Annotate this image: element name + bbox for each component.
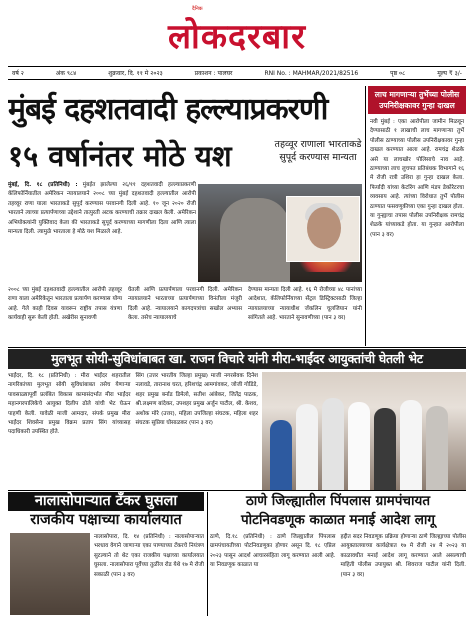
- lead-intro: [8, 181, 196, 285]
- section4-column-1: ठाणे, दि.१८ (प्रतिनिधी) : ठाणे जिल्ह्यातील पिंपलास ग्रामपंचायतीच्या पोटनिवडणुका होणार असून दि. १८ एप्रिल २०२३ पासून आदर्श आचारसंहिता लागू करण्यात आली आहे. या निवडणूक काळात या: [210, 534, 336, 569]
- lead-subhead: तहव्वूर राणाला भारताकडे सुपूर्द करण्यास मान्यता: [274, 139, 362, 163]
- person-shape: [374, 408, 396, 490]
- sidebar-body: नवी मुंबई : एका आरोपीला जामीन मिळवून देण्यासाठी १ लाखाची लाच मागणाऱ्या तुर्भे पोलीस ठाण्याच्या पोलीस उपनिरीक्षकावर गुन्हा दाखल करण्यात आला आहे. रामचंद्र शेळके असे या लाचखोर पोलिसाचे नाव आहे. ठाण्याच्या लाच लुचपत प्रतिबंधक विभागाने १६ मे रोजी रात्री उशिरा हा गुन्हा दाखल केला. फिर्यादी यांच्या केटरिंग आणि मंडप डेकोरेटरचा व्यवसाय आहे. त्यांच्या विरोधात तुर्भे पोलीस ठाण्यात फसवणुकीच्या एका गुन्हा दाखल होता. या गुन्ह्याचा तपास पोलीस उपनिरीक्षक रामचंद्र शेळके यांच्याकडे होता. या गुन्हात आरोपीला (पान ३ वर): [370, 119, 464, 238]
- masthead-tagline: दैनिक: [192, 6, 203, 12]
- rni-label: RNI No. : MAHMAR/2021/82516: [264, 69, 359, 77]
- lead-headline-line-2: १५ वर्षानंतर मोठे यश: [8, 139, 232, 173]
- section-divider: [8, 490, 466, 491]
- issue-info-bar: [8, 66, 466, 80]
- lead-intro-text: मुंबईत झालेल्या २६/११ दहशतवादी हल्ल्याप्रकरणी कॅलिफोर्नियातील अमेरिकन न्यायालयाने २००८ च्या मुंबई दहशतवादी हल्ल्यातील आरोपी तहव्वूर राणा याला भारताकडे सुपूर्द करण्यास परवानगी दिली आहे. १० जून २०२० रोजी भारताने त्याच्या प्रत्यार्पणाच्या उद्देशाने तात्पुरती अटक करण्याची तक्रार दाखल केली. अमेरिकन अभियोक्त्यांनी युक्तिवाद केला की भारताकडे सुपूर्द करण्याच्या मागणीला दिला आणि त्याला मान्यता दिली. त्यामुळे भारताला हे मोठे यश मिळाले आहे.: [8, 182, 196, 236]
- section2-headline: मुलभूत सोयी-सुविधांबाबत खा. राजन विचारे यांनी मीरा-भाईंदर आयुक्तांची घेतली भेट: [8, 349, 466, 369]
- lead-column-1: २००८ च्या मुंबई दहशतवादी हल्ल्यातील आरोपी तहव्वूर राणा याला अमेरिकेतून भारताला प्रत्यार्पण करण्यास योग्य आहे. गेले काही दिवस यावरून राष्ट्रीय तपास यंत्रणा कार्यवाही सुरू केली होती. अखेरीस सुनावणी: [8, 287, 122, 322]
- lead-columns: [8, 286, 362, 346]
- accused-portrait-photo: [286, 196, 360, 262]
- section4-body: [210, 533, 466, 615]
- section3-headline-line-2: राजकीय पक्षाच्या कार्यालयात: [30, 512, 182, 528]
- person-shape: [270, 420, 292, 490]
- section4-headline: [210, 492, 466, 530]
- meeting-photo: [262, 372, 466, 490]
- sidebar-headline: लाच मागणाऱ्या तुर्भेच्या पोलीस उपनिरीक्षकावर गुन्हा दाखल: [368, 86, 466, 114]
- date-label: शुक्रवार, दि. ११ मे २०२३: [108, 70, 163, 77]
- section4-headline-line-1: ठाणे जिल्ह्यातील पिंपलास ग्रामपंचायत: [245, 493, 431, 509]
- section3-headline: [8, 492, 204, 530]
- section4-headline-line-2: पोटनिवडणूक काळात मनाई आदेश लागू: [240, 512, 436, 528]
- column-divider: [365, 86, 366, 346]
- lead-column-3: देण्यास मान्यता दिली आहे. १६ मे रोजीच्या ४८ पानांच्या आदेशात, कॅलिफोर्नियाच्या सेंट्रल डिस्ट्रिक्टसाठी जिल्हा न्यायालयाच्या न्यायाधीश जॅकलिन चूलजियान यांनी सांगितले आहे. भारताने सुनावणीच्या (पान ३ वर): [248, 287, 362, 322]
- section-divider: [8, 347, 466, 348]
- section2-column-2: सिंग (उत्तर भारतीय जिल्हा प्रमुख) माजी नगरसेवक दिनेश नलावडे, तारानाथ घरत, हरिशचंद्र आमगांवकर, जोजी गोडिंडे, शहर प्रमुख बर्नाड डिमेलो, सतीश आंबेकर, जितेंद्र पाठक, श्री.लक्ष्मण बांदेकर, उपशहर प्रमुख अर्जुन पाटील, श्री. केशव, अशोक मोरे (उत्तर), महिला उपजिल्हा संघटक, महिला शहर संघटक सुप्रिया घोसाळकर (पान ३ वर): [135, 373, 258, 427]
- section3-headline-line-1: नालासोपाऱ्यात टँकर घुसला: [8, 492, 204, 511]
- year-label: वर्ष २: [12, 70, 24, 77]
- portrait-face-shape: [307, 207, 341, 249]
- section4-column-2: हद्दीत सदर निवडणूक प्रक्रिया होणाऱ्या ठाणे जिल्ह्याच्या पोलीस आयुक्तालयाच्या कार्यक्षेत्रात १७ मे रोजी २४ मे २०२३ या काळावधीत मनाई आदेश लागू करण्यात आले असल्याची माहिती पोलीस उपायुक्त श्री. शिवराज पाटील यांनी दिली. (पान ३ वर): [340, 534, 466, 578]
- column-divider: [207, 492, 208, 616]
- person-shape: [322, 398, 344, 490]
- lead-headline-line-1: मुंबई दहशतवादी हल्ल्याप्रकरणी: [8, 92, 328, 127]
- masthead: [0, 0, 474, 64]
- price-label: मूल्य ₹ ३/-: [437, 70, 462, 77]
- section2-body: [8, 372, 258, 490]
- section2-column-1: भाईंदर, दि. १८ (प्रतिनिधी) : मीरा भाईंदर शहरातील नागरिकांच्या मुलभूत सोयी सुविधांबाबत तसेच येणाऱ्या पावसाळ्यापूर्वी प्रलंबित विकास कामासंदर्भात मीरा भाईंदर महानगरपालिकेचे आयुक्त दिलीप ढोले यांची भेट घेऊन पाहणी केली. यावेळी माजी आमदार, संपर्क प्रमुख मीरा भाईंदर शिवसेना प्रमुख विक्रम प्रताप सिंग यांच्यासह पदाधिकारी उपस्थित होते.: [8, 373, 131, 436]
- hotel-dome-shape: [220, 198, 290, 282]
- newspaper-title: लोकदरबार: [167, 17, 307, 57]
- person-shape: [348, 402, 370, 490]
- person-shape: [400, 400, 422, 490]
- publication-label: प्रकाशन : पालघर: [194, 70, 233, 77]
- sidebar-story: [368, 86, 466, 348]
- person-shape: [426, 406, 448, 490]
- lead-column-2: घेतली आणि प्रत्यार्पणाला परवानगी दिली. अमेरिकन न्यायालयाने भारताच्या प्रत्यार्पणाच्या विनंतीला मंजुरी दिली आहे. न्यायालयाने कागदपत्रांचा सखोल अभ्यास केला. तसेच न्यायालयाचे: [128, 287, 242, 322]
- issue-label: अंक ९८४: [55, 70, 77, 77]
- tanker-accident-photo: [10, 533, 90, 615]
- pages-label: पृष्ठ ०८: [390, 70, 406, 77]
- lead-dateline: मुंबई, दि. १८ (प्रतिनिधी) :: [8, 182, 78, 188]
- person-shape: [296, 404, 318, 490]
- section3-body: नालासोपारा, दि. १४ (प्रतिनिधी) : नालासोपाऱ्यात भरधाव वेगाने जाणाऱ्या एका पाण्याच्या टँकरचे नियंत्रण सुटल्याने तो थेट एका राजकीय पक्षाच्या कार्यालयात घुसला. नालासोपारा पूर्वेच्या तुळींज रोड येथे १७ मे रोजी सकाळी (पान ३ वर): [94, 534, 204, 578]
